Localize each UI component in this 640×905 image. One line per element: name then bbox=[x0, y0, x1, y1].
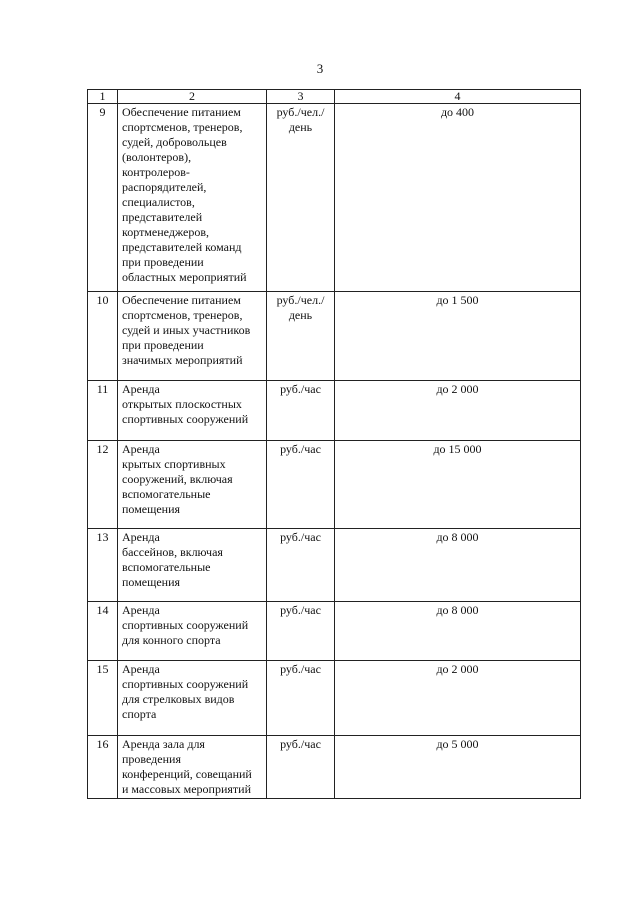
row-unit: руб./час bbox=[267, 441, 335, 529]
row-number: 15 bbox=[88, 661, 118, 736]
row-unit: руб./чел./ день bbox=[267, 292, 335, 381]
row-number: 16 bbox=[88, 736, 118, 799]
row-value: до 2 000 bbox=[335, 381, 581, 441]
row-name: Аренда крытых спортивных сооружений, включая вспомогательные помещения bbox=[118, 441, 267, 529]
table-row bbox=[88, 104, 581, 292]
row-number: 14 bbox=[88, 602, 118, 661]
row-value: до 2 000 bbox=[335, 661, 581, 736]
row-unit: руб./час bbox=[267, 529, 335, 602]
table-row bbox=[88, 736, 581, 799]
row-name: Аренда открытых плоскостных спортивных сооружений bbox=[118, 381, 267, 441]
row-name: Аренда спортивных сооружений для конного спорта bbox=[118, 602, 267, 661]
row-value: до 1 500 bbox=[335, 292, 581, 381]
row-unit: руб./час bbox=[267, 661, 335, 736]
table-row bbox=[88, 292, 581, 381]
row-name: Аренда спортивных сооружений для стрелковых видов спорта bbox=[118, 661, 267, 736]
row-number: 13 bbox=[88, 529, 118, 602]
table-row bbox=[88, 529, 581, 602]
row-unit: руб./час bbox=[267, 736, 335, 799]
row-value: до 15 000 bbox=[335, 441, 581, 529]
row-number: 11 bbox=[88, 381, 118, 441]
column-header-2: 2 bbox=[118, 90, 267, 104]
row-value: до 400 bbox=[335, 104, 581, 292]
page-number: 3 bbox=[316, 61, 324, 76]
table-row bbox=[88, 381, 581, 441]
table-row bbox=[88, 602, 581, 661]
table-row bbox=[88, 661, 581, 736]
row-number: 12 bbox=[88, 441, 118, 529]
row-name: Обеспечение питанием спортсменов, тренеров, судей, добровольцев (волонтеров), контролеров- распорядителей, специалистов, представителей кортменеджеров, представителей команд при проведении областных мероприятий bbox=[118, 104, 267, 292]
row-name: Обеспечение питанием спортсменов, тренеров, судей и иных участников при проведении значимых мероприятий bbox=[118, 292, 267, 381]
row-number: 10 bbox=[88, 292, 118, 381]
row-name: Аренда зала для проведения конференций, совещаний и массовых мероприятий bbox=[118, 736, 267, 799]
row-value: до 8 000 bbox=[335, 602, 581, 661]
table-header-row bbox=[88, 90, 581, 104]
column-header-3: 3 bbox=[267, 90, 335, 104]
row-number: 9 bbox=[88, 104, 118, 292]
column-header-1: 1 bbox=[88, 90, 118, 104]
row-unit: руб./час bbox=[267, 602, 335, 661]
row-unit: руб./час bbox=[267, 381, 335, 441]
row-value: до 8 000 bbox=[335, 529, 581, 602]
row-value: до 5 000 bbox=[335, 736, 581, 799]
row-name: Аренда бассейнов, включая вспомогательные помещения bbox=[118, 529, 267, 602]
column-header-4: 4 bbox=[335, 90, 581, 104]
tariff-table bbox=[87, 89, 581, 799]
row-unit: руб./чел./ день bbox=[267, 104, 335, 292]
table-row bbox=[88, 441, 581, 529]
